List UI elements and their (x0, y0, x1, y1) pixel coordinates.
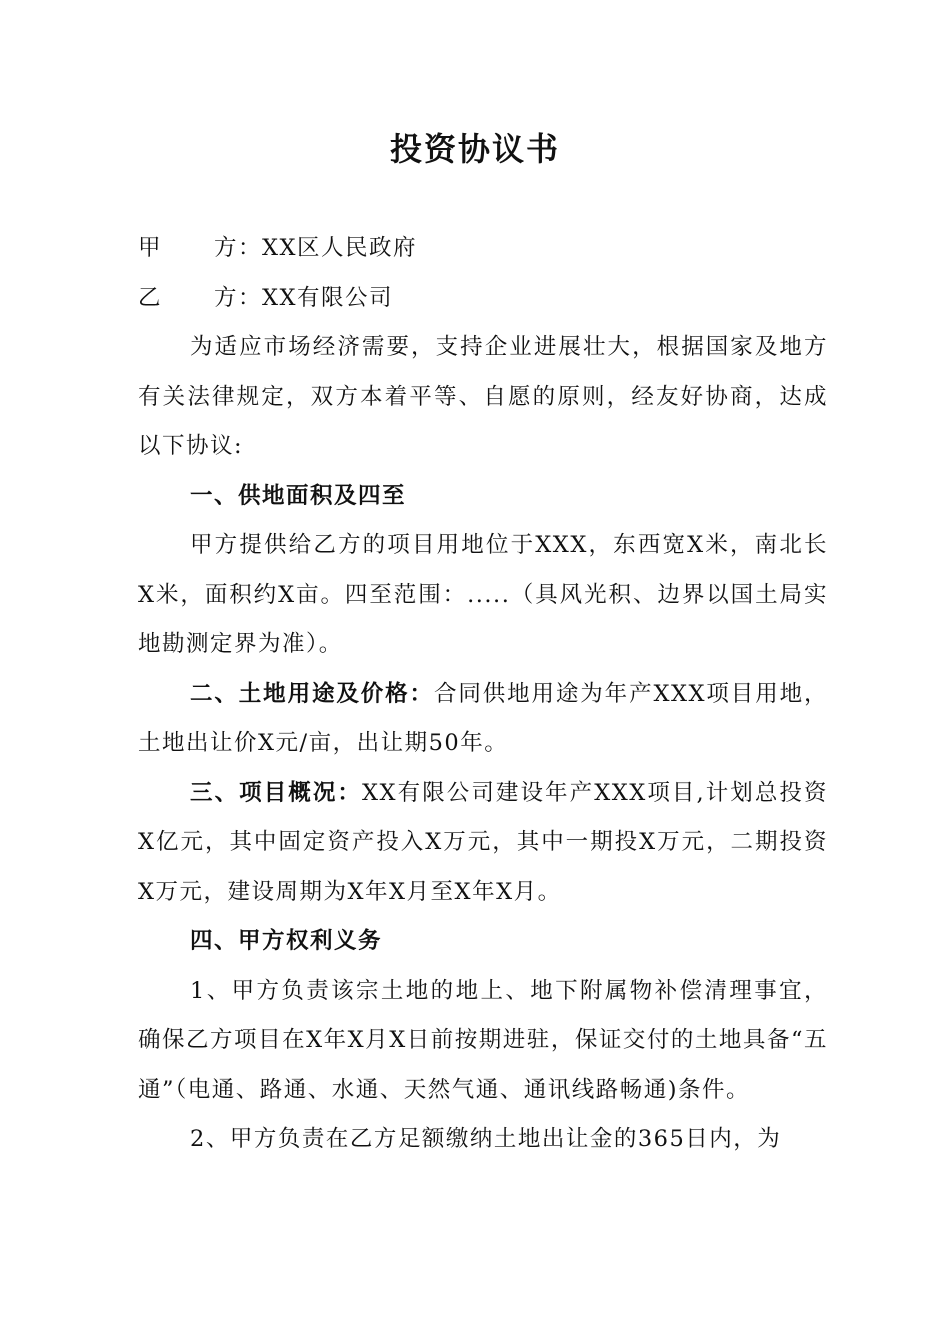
party-b-line (138, 274, 828, 324)
section4-heading: 四、甲方权利义务 (190, 928, 383, 954)
document-body (138, 224, 828, 1165)
section3-paragraph (138, 769, 828, 918)
section4-item1: 1、甲方负责该宗土地的地上、地下附属物补偿清理事宜，确保乙方项目在X年X月X日前按期进驻，保证交付的土地具备“五通”（电通、路通、水通、天然气通、通讯线路畅通)条件。 (138, 977, 828, 1103)
party-a-line (138, 224, 828, 274)
section2-paragraph (138, 670, 828, 769)
section3-heading: 三、项目概况： (190, 779, 363, 806)
section2-text: 合同供地用途为年产XXX项目用地，土地出让价X元/亩，出让期50年。 (138, 680, 828, 756)
section1-heading: 一、供地面积及四至 (190, 482, 407, 509)
party-a-label: 甲 (138, 235, 163, 261)
section4-item2: 2、甲方负责在乙方足额缴纳土地出让金的365日内，为 (190, 1126, 782, 1152)
section1-paragraph: 甲方提供给乙方的项目用地位于XXX，东西宽X米，南北长X米，面积约X亩。四至范围：.....（具风光积、边界以国土局实地勘测定界为准）。 (138, 532, 828, 657)
party-b-value: 方：XX有限公司 (214, 284, 394, 311)
party-a-value: 方：XX区人民政府 (214, 235, 418, 261)
document-title: 投资协议书 (389, 130, 560, 168)
preamble-paragraph: 为适应市场经济需要，支持企业进展壮大，根据国家及地方有关法律规定，双方本着平等、自愿的原则，经友好协商，达成以下协议: (138, 334, 828, 459)
party-b-label: 乙 (138, 284, 163, 311)
section2-heading: 二、土地用途及价格： (190, 680, 434, 707)
section3-text: XX有限公司建设年产XXX项目,计划总投资X亿元，其中固定资产投入X万元，其中一期投X万元，二期投资X万元，建设周期为X年X月至X年X月。 (138, 779, 828, 905)
